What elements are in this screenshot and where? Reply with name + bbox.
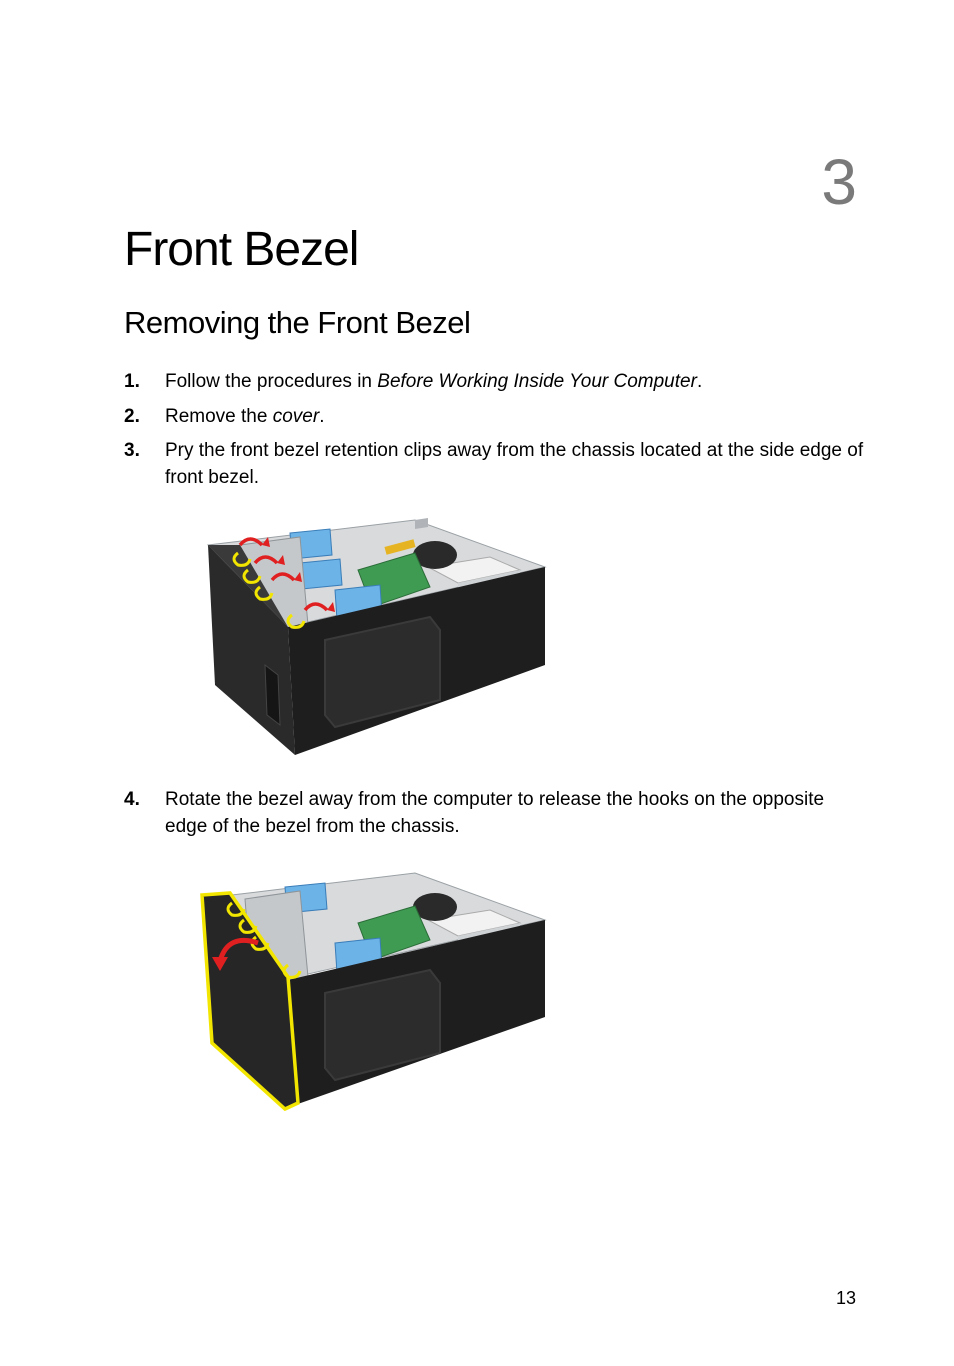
step-text: Rotate the bezel away from the computer to release the hooks on the opposite edge of the bezel from the chassis. — [165, 789, 825, 837]
step-number: 4. — [124, 789, 140, 810]
step-text: Follow the procedures in Before Working Inside Your Computer. — [165, 371, 703, 392]
step-2 — [124, 403, 864, 430]
link-cover: cover — [272, 406, 320, 427]
step-number: 3. — [124, 440, 140, 461]
step-text: Pry the front bezel retention clips away from the chassis located at the side edge of front bezel. — [165, 440, 864, 488]
page-number: 13 — [835, 1288, 856, 1308]
figure-retention-clips — [200, 515, 550, 760]
step-text: Remove the cover. — [165, 406, 325, 427]
step-4 — [124, 786, 864, 840]
computer-chassis-retention-clips-illustration-icon — [208, 518, 545, 755]
figure-bezel-rotation — [190, 865, 550, 1115]
computer-chassis-bezel-rotation-illustration-icon — [202, 873, 545, 1109]
step-1 — [124, 368, 864, 395]
step-3 — [124, 437, 864, 491]
step-number: 1. — [124, 371, 140, 392]
chapter-number: 3 — [821, 146, 856, 218]
step-number: 2. — [124, 406, 140, 427]
section-title: Removing the Front Bezel — [124, 305, 471, 340]
link-before-working: Before Working Inside Your Computer — [377, 371, 697, 392]
chapter-title: Front Bezel — [124, 223, 359, 276]
